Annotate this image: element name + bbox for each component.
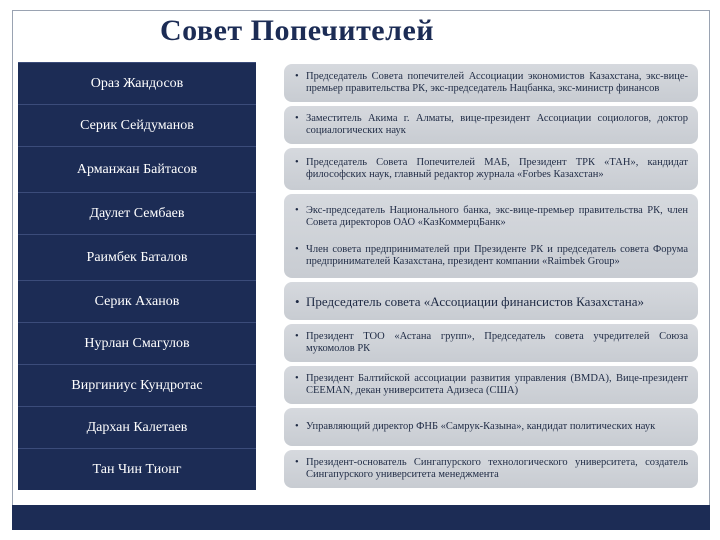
member-description [284, 148, 698, 190]
member-name: Серик Сейдуманов [18, 104, 256, 146]
member-description [284, 324, 698, 362]
member-row [18, 146, 698, 192]
member-description [284, 366, 698, 404]
member-name: Даулет Сембаев [18, 192, 256, 234]
member-description [284, 282, 698, 320]
member-description [284, 106, 698, 144]
description-item: • Председатель Совета Попечителей МАБ, Президент ТРК «ТАН», кандидат философских наук, главный редактор журнала «Forbes Казахстан» [306, 157, 688, 181]
description-item: • Президент Балтийской ассоциации развития управления (BMDA), Вице-президент CEEMAN, декан университета Адизеса (США) [306, 373, 688, 397]
member-name: Нурлан Смагулов [18, 322, 256, 364]
member-row [18, 406, 698, 448]
description-item: • Председатель совета «Ассоциации финансистов Казахстана» [306, 294, 688, 309]
member-description [284, 194, 698, 278]
member-name: Серик Аханов [18, 280, 256, 322]
member-name: Тан Чин Тионг [18, 448, 256, 490]
member-row [18, 322, 698, 364]
member-name: Дархан Калетаев [18, 406, 256, 448]
description-item: • Президент-основатель Сингапурского технологического университета, создатель Сингапурского университета менеджмента [306, 457, 688, 481]
member-description [284, 408, 698, 446]
member-description [284, 450, 698, 488]
member-name: Раимбек Баталов [18, 234, 256, 280]
member-row [18, 62, 698, 104]
description-item: • Председатель Совета попечителей Ассоциации экономистов Казахстана, экс-вице-премьер правительства РК, экс-председатель Нацбанка, экс-министр финансов [306, 71, 688, 95]
description-item: • Управляющий директор ФНБ «Самрук-Казына», кандидат политических наук [306, 421, 688, 433]
member-row [18, 280, 698, 322]
member-row-description-group [18, 192, 698, 280]
description-item: • Заместитель Акима г. Алматы, вице-президент Ассоциации социологов, доктор социалогических наук [306, 113, 688, 137]
description-item: • Президент ТОО «Астана групп», Председатель совета учредителей Союза мукомолов РК [306, 331, 688, 355]
page-title: Совет Попечителей [160, 14, 435, 47]
description-item: • Экс-председатель Национального банка, экс-вице-премьер правительства РК, член Совета директоров ОАО «КазКоммерцБанк» [306, 205, 688, 229]
member-name: Ораз Жандосов [18, 62, 256, 104]
member-row [18, 448, 698, 490]
member-row [18, 364, 698, 406]
footer-bar [12, 505, 710, 530]
member-row [18, 104, 698, 146]
member-name: Виргиниус Кундротас [18, 364, 256, 406]
member-name: Арманжан Байтасов [18, 146, 256, 192]
member-description [284, 64, 698, 102]
description-item: • Член совета предпринимателей при Президенте РК и председатель совета Форума предпринимателей Казахстана, президент компании «Raimbek Group» [306, 244, 688, 268]
